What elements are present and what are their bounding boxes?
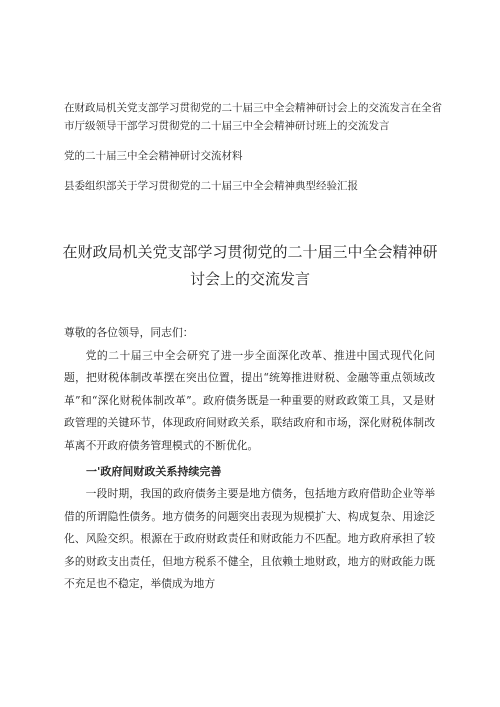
body-paragraph: 党的二十届三中全会研究了进一步全面深化改革、推进中国式现代化问题，把财税体制改革摆在突出位置，提出“统筹推进财税、金融等重点领域改革”和“深化财税体制改革”。政府债务既是一种重要的财政政策工具，又是财政管理的关键环节，体现政府间财政关系，联结政府和市场，深化财税体制改革离不开政府债务管理模式的不断优化。 [64,348,435,452]
section-heading: 一'政府间财政关系持续完善 [86,465,222,478]
toc-item[interactable]: 县委组织部关于学习贯彻党的二十届三中全会精神典型经验汇报 [64,180,358,192]
body-paragraph: 一段时期，我国的政府债务主要是地方债务，包括地方政府借助企业等举借的所谓隐性债务。地方债务的问题突出表现为规模扩大、构成复杂、用途泛化、风险交织。根源在于政府财政责任和财政能力不匹配。地方政府承担了较多的财政支出责任，但地方税系不健全，且依赖土地财政，地方的财政能力既不充足也不稳定，举债成为地方 [64,487,435,590]
document-body [64,322,435,596]
toc-item[interactable]: 在财政局机关党支部学习贯彻党的二十届三中全会精神研讨会上的交流发言在全省市厅级领导干部学习贯彻党的二十届三中全会精神研讨班上的交流发言 [64,102,442,132]
document-title: 在财政局机关党支部学习贯彻党的二十届三中全会精神研讨会上的交流发言 [62,243,438,288]
table-of-contents [64,99,444,195]
toc-item[interactable]: 党的二十届三中全会精神研讨交流材料 [64,150,243,162]
salutation: 尊敬的各位领导，同志们： [64,326,194,339]
